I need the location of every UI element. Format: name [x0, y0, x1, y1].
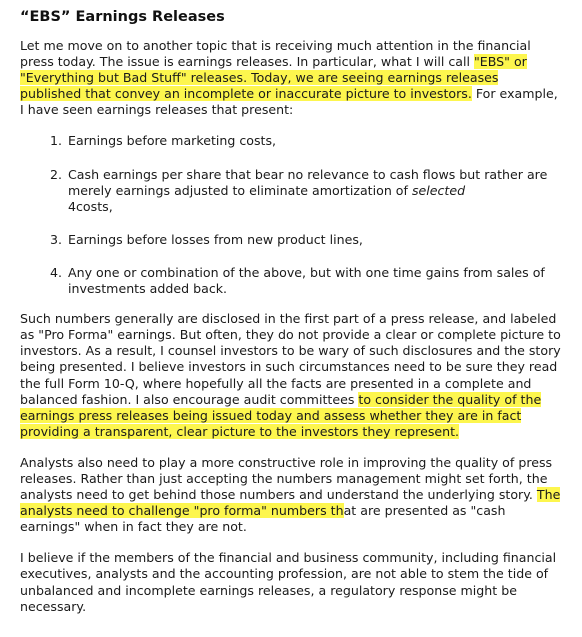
intro-text: Let me move on to another topic that is receiving much attention in the financial press today. The issue is earnings releases. In particular, what I will call — [20, 38, 531, 70]
list-item — [66, 167, 562, 215]
intro-text-end: For example, I have seen earnings releases that present: — [20, 86, 558, 118]
list-item — [66, 133, 562, 149]
list-item-text: Any one or combination of the above, but with one time gains from sales of investments added back. — [68, 264, 545, 297]
analysts-text-end: at are presented as "cash earnings" when in fact they are not. — [20, 503, 506, 535]
conclusion-paragraph — [20, 550, 562, 614]
list-item — [66, 232, 562, 248]
pro-forma-paragraph — [20, 311, 562, 440]
section-title: “EBS” Earnings Releases — [20, 9, 225, 25]
intro-paragraph — [20, 38, 562, 118]
list-item-text-end: 4costs, — [68, 198, 113, 214]
list-item — [66, 265, 562, 297]
list-item-emphasis: selected — [411, 182, 466, 198]
conclusion-text: I believe if the members of the financial and business community, including financial executives, analysts and the accounting profession, are not able to stem the tide of unbalanced and incomplete earnings releases, a regulatory response might be necessary. — [20, 550, 557, 614]
list-item-text: Earnings before marketing costs, — [68, 133, 277, 149]
list-item-text: Earnings before losses from new product lines, — [68, 231, 363, 247]
analysts-text: Analysts also need to play a more constructive role in improving the quality of press releases. Rather than just accepting the numbers management might set forth, the analysts need to get behind those numbers and understand the underlying story. — [20, 454, 553, 503]
analysts-paragraph — [20, 455, 562, 535]
intro-highlight: "EBS" or "Everything but Bad Stuff" releases. Today, we are seeing earnings releases published that convey an incomplete or inaccurate picture to investors. — [20, 54, 527, 102]
pro-forma-highlight: to consider the quality of the earnings press releases being issued today and assess whether they are in fact providing a transparent, clear picture to the investors they represent. — [20, 391, 542, 439]
examples-list — [20, 133, 562, 297]
analysts-highlight: The analysts need to challenge "pro forma" numbers th — [20, 487, 561, 519]
list-item-text: Cash earnings per share that bear no relevance to cash flows but rather are merely earnings adjusted to eliminate amortization of — [68, 166, 548, 198]
pro-forma-text: Such numbers generally are disclosed in the first part of a press release, and labeled as "Pro Forma" earnings. But often, they do not provide a clear or complete picture to investors. As a result, I counsel investors to be wary of such disclosures and the story being presented. I believe investors in such circumstances need to be sure they read the full Form 10-Q, where hopefully all the facts are presented in a complete and balanced fashion. I also encourage audit committees — [20, 311, 561, 407]
